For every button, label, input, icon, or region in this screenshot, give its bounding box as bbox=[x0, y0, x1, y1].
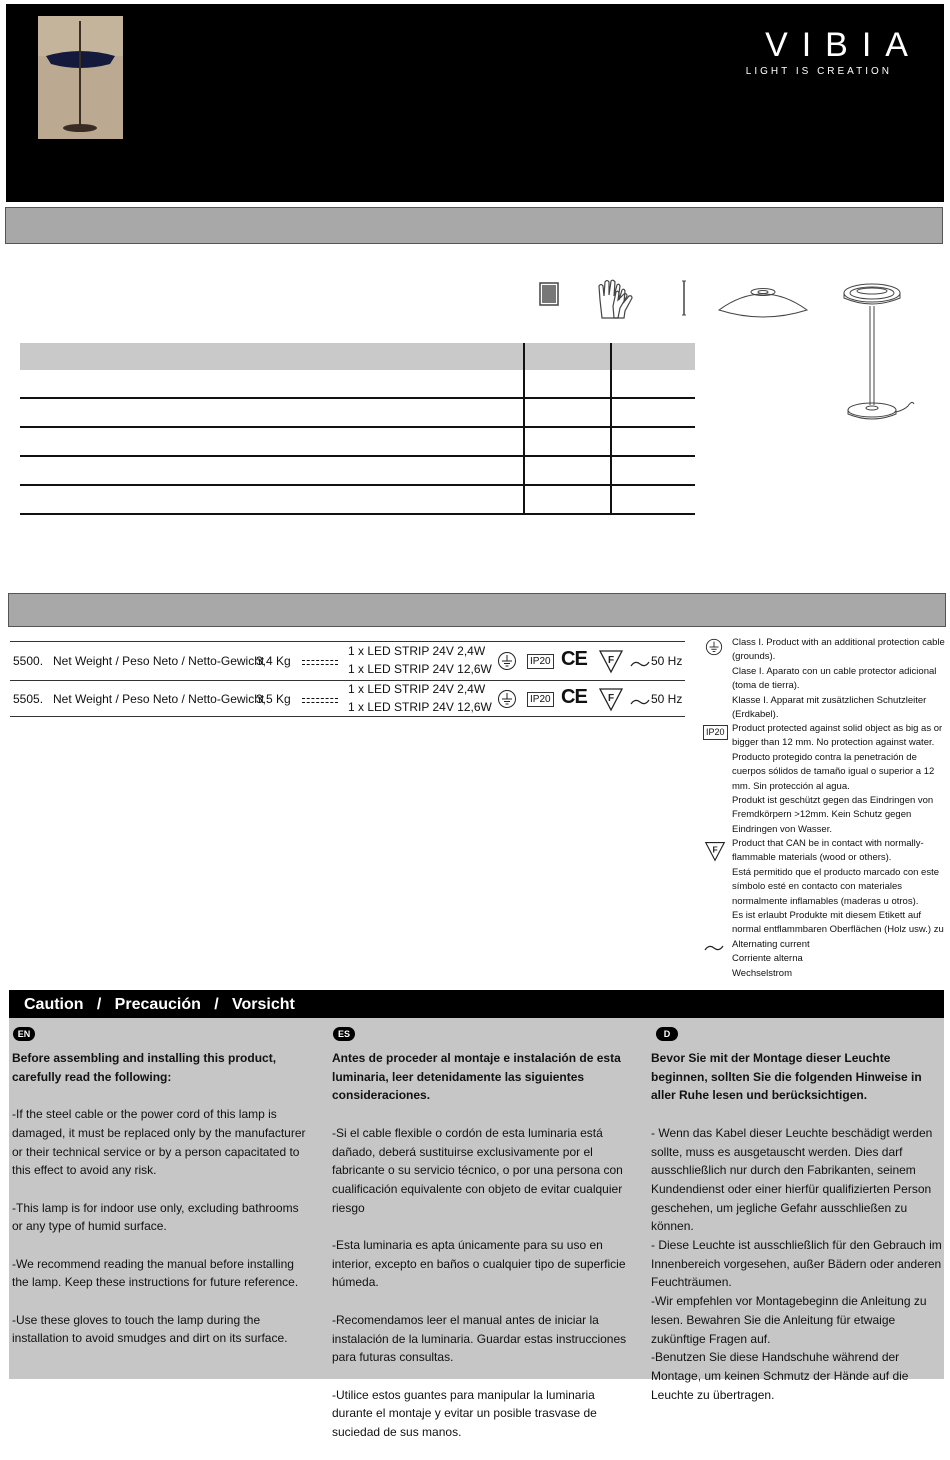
legend-line: bigger than 12 mm. No protection against water. bbox=[732, 737, 935, 749]
legend-ac bbox=[732, 938, 810, 981]
ip20-badge: IP20 bbox=[527, 654, 554, 669]
legend-line: Es ist erlaubt Produkte mit diesem Etikett auf bbox=[732, 910, 922, 922]
parts-table bbox=[20, 343, 695, 515]
frequency: 50 Hz bbox=[651, 692, 683, 706]
legend-line: Está permitido que el producto marcado con este bbox=[732, 866, 940, 878]
gloves-icon bbox=[594, 278, 636, 325]
wrench-tool-icon bbox=[678, 279, 690, 322]
class-1-ground-icon bbox=[497, 651, 517, 676]
ip20-badge: IP20 bbox=[703, 725, 728, 740]
legend-line: cuerpos sólidos de tamaño igual o superior a 12 bbox=[732, 766, 935, 778]
legend-line: símbolo esté en contacto con materiales bbox=[732, 881, 903, 893]
legend-line: Produkt ist geschützt gegen das Eindringen von bbox=[732, 795, 934, 807]
ac-wave-icon bbox=[630, 694, 650, 712]
legend-line: Fremdkörpern >12mm. Kein Schutz gegen bbox=[732, 809, 912, 821]
ac-wave-icon bbox=[704, 940, 724, 958]
ip20-badge: IP20 bbox=[527, 692, 554, 707]
product-photo bbox=[38, 16, 123, 139]
brand-tagline: LIGHT IS CREATION bbox=[745, 66, 892, 77]
divider bbox=[10, 680, 685, 681]
class-1-ground-icon bbox=[497, 689, 517, 714]
legend-line: Alternating current bbox=[732, 939, 810, 950]
led-strip-spec: 1 x LED STRIP 24V 12,6W bbox=[348, 662, 492, 676]
frequency: 50 Hz bbox=[651, 654, 683, 668]
ac-wave-icon bbox=[630, 656, 650, 674]
legend-line: Wechselstrom bbox=[732, 967, 793, 979]
legend-line: Klasse I. Apparat mit zusätzlichen Schutzleiter bbox=[732, 694, 927, 706]
caution-paragraph: -If the steel cable or the power cord of this lamp is damaged, it must be replaced only by the manufacturer or their technical service or by a person capacitated to this effect to avoid any risk. bbox=[12, 1107, 306, 1178]
model-number: 5500. bbox=[13, 654, 44, 668]
dc-symbol-icon bbox=[302, 698, 338, 703]
weight-label: Net Weight / Peso Neto / Netto-Gewicht bbox=[53, 692, 265, 706]
parts-table-header bbox=[20, 343, 695, 370]
legend-line: Eindringen von Wasser. bbox=[732, 823, 832, 835]
caution-column-es bbox=[332, 1049, 632, 1460]
legend-line: Class I. Product with an additional protection cable bbox=[732, 637, 945, 648]
table-row bbox=[20, 370, 695, 398]
legend-ip20 bbox=[732, 722, 942, 837]
weight-value: 3,5 Kg bbox=[256, 692, 291, 706]
led-strip-spec: 1 x LED STRIP 24V 2,4W bbox=[348, 682, 486, 696]
table-row bbox=[20, 456, 695, 485]
legend-line: Clase I. Aparato con un cable protector adicional bbox=[732, 665, 937, 677]
svg-text:F: F bbox=[608, 655, 615, 666]
legend-line: mm. Sin protección al agua. bbox=[732, 780, 850, 792]
table-row bbox=[20, 427, 695, 456]
class-1-ground-icon bbox=[705, 638, 723, 661]
f-mark-icon bbox=[598, 686, 624, 717]
model-number: 5505. bbox=[13, 692, 44, 706]
divider bbox=[10, 641, 685, 642]
caution-paragraph: - Diese Leuchte ist ausschließlich für den Gebrauch im Innenbereich vorgesehen, außer Bädern oder anderen Feuchträumen. bbox=[651, 1238, 942, 1290]
caution-paragraph: -Wir empfehlen vor Montagebeginn die Anleitung zu lesen. Bewahren Sie die Anleitung für etwaige zukünftige Fragen auf. bbox=[651, 1294, 927, 1346]
led-strip-spec: 1 x LED STRIP 24V 12,6W bbox=[348, 700, 492, 714]
legend-line: normal entflammbaren Oberflächen (Holz usw.) zu bbox=[732, 924, 944, 936]
svg-text:F: F bbox=[712, 844, 718, 855]
caution-paragraph: -Benutzen Sie diese Handschuhe während der Montage, um keinen Schmutz der Hände auf die Leuchte zu übertragen. bbox=[651, 1350, 909, 1402]
caution-paragraph: - Wenn das Kabel dieser Leuchte beschädigt werden sollte, muss es ausgetauscht werden. Dies darf ausschließlich nur durch den Fabrikanten, seinem Kundendienst oder einer hierfür qualifizierten Person geschehen, um jegliche Gefahr ausschließen zu können. bbox=[651, 1125, 933, 1234]
caution-intro: Before assembling and installing this product, carefully read the following: bbox=[12, 1051, 277, 1084]
caution-paragraph: -We recommend reading the manual before installing the lamp. Keep these instructions for future reference. bbox=[12, 1256, 299, 1290]
divider bbox=[10, 716, 685, 717]
ce-mark-icon: CE bbox=[561, 686, 587, 708]
table-row bbox=[20, 485, 695, 514]
caution-paragraph: -This lamp is for indoor use only, excluding bathrooms or any type of humid surface. bbox=[12, 1200, 299, 1234]
section-bar-contents bbox=[5, 207, 943, 244]
led-strip-spec: 1 x LED STRIP 24V 2,4W bbox=[348, 644, 486, 658]
dc-symbol-icon bbox=[302, 660, 338, 665]
caution-paragraph: -Si el cable flexible o cordón de esta luminaria está dañado, deberá sustituirse exclusivamente por el fabricante o su servicio técnico, o por una persona con cualificación equivalente con objeto de evitar cualquier riesgo bbox=[332, 1125, 623, 1215]
legend-class-1 bbox=[732, 636, 945, 722]
lang-badge-es: ES bbox=[333, 1027, 355, 1041]
f-mark-icon bbox=[704, 840, 726, 867]
weight-label: Net Weight / Peso Neto / Netto-Gewicht bbox=[53, 654, 265, 668]
caution-paragraph: -Recomendamos leer el manual antes de iniciar la instalación de la luminaria. Guardar estas instrucciones para futuras consultas. bbox=[332, 1312, 627, 1365]
lang-badge-de: D bbox=[656, 1027, 678, 1041]
f-mark-icon bbox=[598, 648, 624, 679]
legend-line: (grounds). bbox=[732, 651, 776, 663]
lamp-base-diagram-icon bbox=[838, 280, 918, 430]
legend-line: (Erdkabel). bbox=[732, 709, 779, 721]
lang-badge-en: EN bbox=[13, 1027, 35, 1041]
caution-intro: Bevor Sie mit der Montage dieser Leuchte beginnen, sollten Sie die folgenden Hinweise in aller Ruhe lesen und berücksichtigen. bbox=[651, 1051, 922, 1103]
table-row bbox=[20, 398, 695, 427]
legend-line: Producto protegido contra la penetración de bbox=[732, 751, 917, 763]
manual-icon bbox=[538, 281, 560, 312]
svg-text:F: F bbox=[608, 693, 615, 704]
caution-paragraph: -Use these gloves to touch the lamp during the installation to avoid smudges and dirt on its surface. bbox=[12, 1312, 288, 1346]
brand-logo: VIBIA bbox=[765, 26, 922, 64]
caution-intro: Antes de proceder al montaje e instalación de esta luminaria, leer detenidamente las siguientes consideraciones. bbox=[332, 1051, 621, 1103]
legend-line: Product that CAN be in contact with normally- bbox=[732, 838, 924, 849]
caution-paragraph: -Utilice estos guantes para manipular la luminaria durante el montaje y evitar un posible trasvase de suciedad de sus manos. bbox=[332, 1387, 597, 1439]
legend-f-mark bbox=[732, 837, 944, 938]
legend-line: flammable materials (wood or others). bbox=[732, 852, 892, 864]
caution-paragraph: -Esta luminaria es apta únicamente para su uso en interior, excepto en baños o cualquier tipo de superficie húmeda. bbox=[332, 1238, 626, 1290]
legend-line: Corriente alterna bbox=[732, 953, 803, 965]
section-bar-specifications bbox=[8, 593, 946, 627]
legend-line: Product protected against solid object as big as or bbox=[732, 723, 943, 734]
ce-mark-icon: CE bbox=[561, 648, 587, 670]
caution-column-de bbox=[651, 1049, 943, 1423]
weight-value: 3,4 Kg bbox=[256, 654, 291, 668]
lampshade-diagram-icon bbox=[716, 276, 810, 325]
legend-line: (toma de tierra). bbox=[732, 680, 800, 692]
legend-line: normalmente inflamables (maderas u otros). bbox=[732, 895, 919, 907]
caution-title: Caution / Precaución / Vorsicht bbox=[24, 996, 295, 1013]
caution-column-en bbox=[12, 1049, 312, 1367]
